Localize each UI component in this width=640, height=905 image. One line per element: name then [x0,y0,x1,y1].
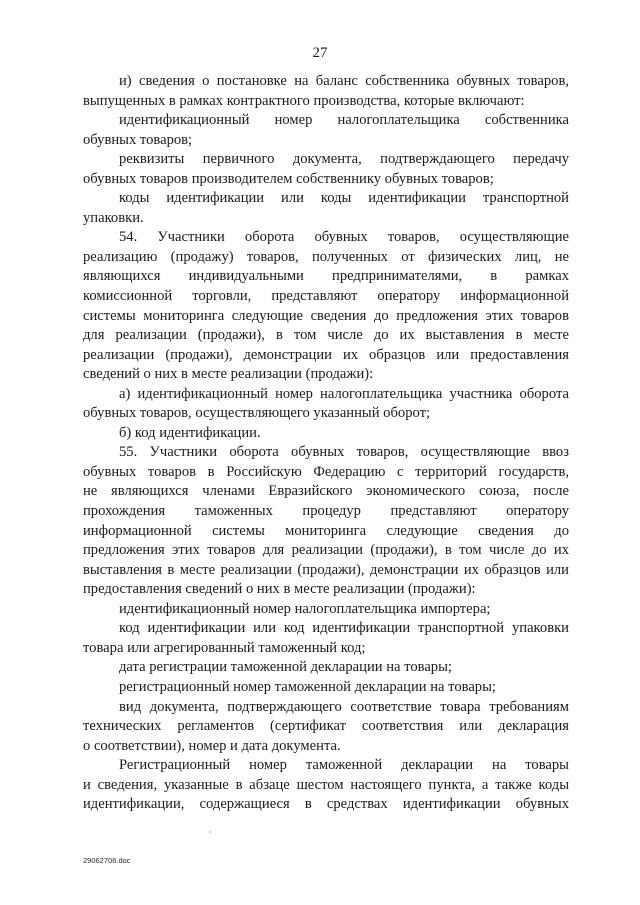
paragraph-line: для реализации (продажи), в том числе до их выставления в месте [83,327,569,344]
paragraph-line: коды идентификации или коды идентификации транспортной [119,190,569,207]
paragraph-line: идентификации, содержащиеся в средствах идентификации обувных [83,796,569,813]
paragraph [83,600,569,620]
paragraph-line: б) код идентификации. [119,424,261,441]
paragraph-line: идентификационный номер налогоплательщика импортера; [119,600,491,617]
paragraph [83,443,569,599]
paragraph-line: товара или агрегированный таможенный код; [83,639,366,656]
paragraph-line: 55. Участники оборота обувных товаров, осуществляющие ввоз [119,444,569,461]
footer-file-name: 29062706.doc [83,856,131,865]
paragraph-line: а) идентификационный номер налогоплательщика участника оборота [119,385,569,402]
paragraph-line: комиссионной торговли, представляют оператору информационной [83,288,569,305]
paragraph-line: дата регистрации таможенной декларации на товары; [119,659,452,676]
paragraph-line: код идентификации или код идентификации транспортной упаковки [119,620,569,637]
paragraph-line: выпущенных в рамках контрактного производства, которые включают: [83,92,525,109]
paragraph [83,72,569,111]
paragraph [83,111,569,150]
document-body [83,72,569,815]
paragraph-line: сведений о них в месте реализации (продажи): [83,366,374,383]
paragraph-line: обувных товаров, осуществляющего указанный оборот; [83,405,431,422]
paragraph-line: обувных товаров в Российскую Федерацию с территорий государств, [83,463,569,480]
paragraph-line: и сведения, указанные в абзаце шестом настоящего пункта, а также коды [83,776,569,793]
paragraph-line: и) сведения о постановке на баланс собственника обувных товаров, [119,73,569,89]
paragraph-line: реквизиты первичного документа, подтверждающего передачу [119,151,569,168]
paragraph-line: являющихся индивидуальными предпринимателями, в рамках [83,268,569,285]
paragraph [83,385,569,424]
paragraph [83,150,569,189]
paragraph-line: регистрационный номер таможенной декларации на товары; [119,678,496,695]
paragraph [83,228,569,384]
scan-artifact [209,831,211,833]
paragraph [83,698,569,757]
paragraph-line: технических регламентов (сертификат соответствия или декларация [83,718,569,735]
paragraph-line: прохождения таможенных процедур представляют оператору [83,503,569,520]
paragraph-line: выставления в месте реализации (продажи), демонстрации их образцов или [83,561,569,578]
paragraph-line: предложения этих товаров для реализации (продажи), в том числе до их [83,542,569,559]
paragraph [83,189,569,228]
paragraph-line: информационной системы мониторинга следующие сведения до [83,522,569,539]
paragraph-line: обувных товаров; [83,131,193,148]
paragraph-line: упаковки. [83,209,144,226]
page-number: 27 [312,45,328,61]
paragraph [83,619,569,658]
paragraph [83,658,569,678]
paragraph-line: вид документа, подтверждающего соответствие товара требованиям [119,698,569,715]
paragraph [83,678,569,698]
paragraph-line: идентификационный номер налогоплательщика собственника [119,112,569,129]
paragraph-line: Регистрационный номер таможенной декларации на товары [119,757,569,774]
paragraph-line: системы мониторинга следующие сведения до предложения этих товаров [83,307,569,324]
paragraph-line: реализацию (продажу) товаров, полученных от физических лиц, не [83,248,569,265]
paragraph-line: обувных товаров производителем собственнику обувных товаров; [83,170,494,187]
paragraph-line: реализации (продажи), демонстрации их образцов или предоставления [83,346,569,363]
paragraph-line: о соответствии), номер и дата документа. [83,737,341,754]
paragraph [83,756,569,815]
paragraph [83,424,569,444]
paragraph-line: не являющихся членами Евразийского экономического союза, после [83,483,569,500]
paragraph-line: предоставления сведений о них в месте реализации (продажи): [83,581,476,598]
paragraph-line: 54. Участники оборота обувных товаров, осуществляющие [119,229,569,246]
